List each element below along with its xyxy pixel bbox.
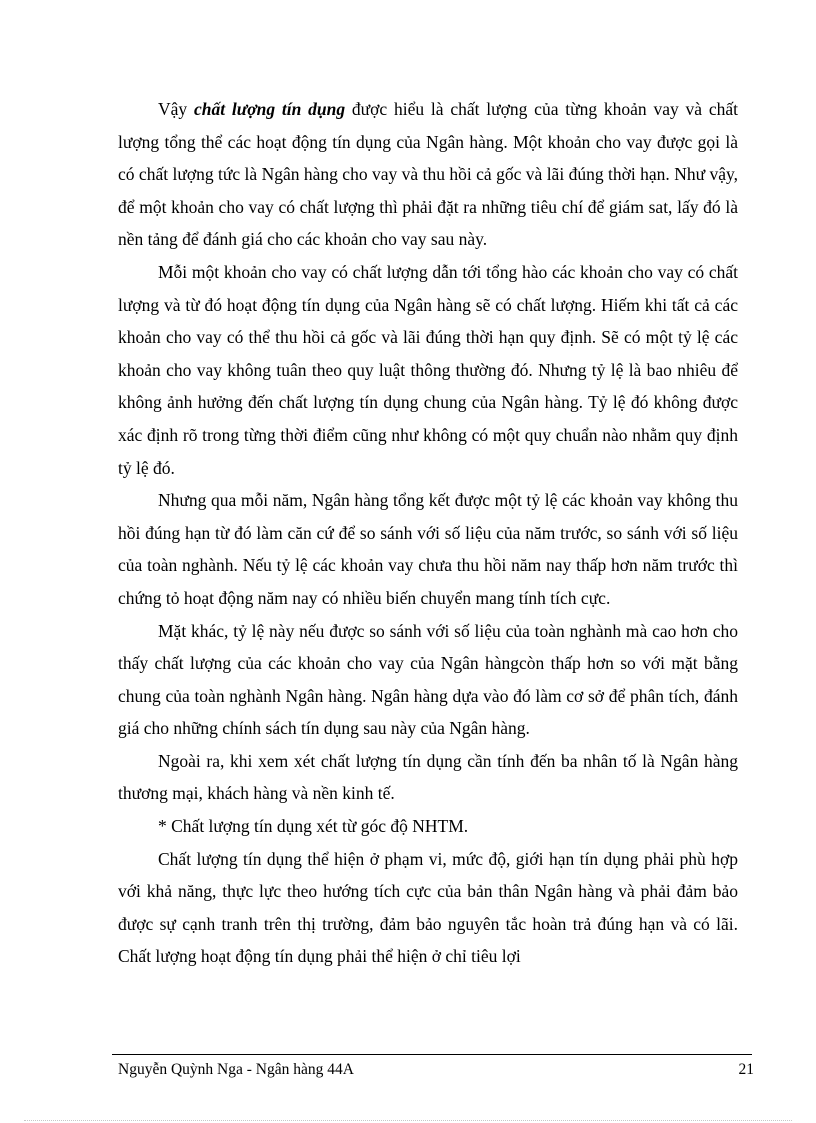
paragraph-1-lead: Vậy: [158, 99, 194, 119]
footer-divider: [112, 1054, 752, 1055]
term-chat-luong-tin-dung: chất lượng tín dụng: [193, 99, 346, 119]
paragraph-1-rest: được hiểu là chất lượng của từng khoản vay và chất lượng tổng thể các hoạt động tín dụng của Ngân hàng. Một khoản cho vay được gọi là có chất lượng tức là Ngân hàng cho vay và thu hồi cả gốc và lãi đúng thời hạn. Như vậy, để một khoản cho vay có chất lượng thì phải đặt ra những tiêu chí để giám sat, lấy đó là nền tảng để đánh giá cho các khoản cho vay sau này.: [118, 99, 739, 250]
paragraph-7: Chất lượng tín dụng thể hiện ở phạm vi, mức độ, giới hạn tín dụng phải phù hợp với khả năng, thực lực theo hướng tích cực của bản thân Ngân hàng và phải đảm bảo được sự cạnh tranh trên thị trường, đảm bảo nguyên tắc hoàn trả đúng hạn và có lãi. Chất lượng hoạt động tín dụng phải thể hiện ở chỉ tiêu lợi: [118, 848, 738, 967]
paragraph-1: [118, 93, 738, 256]
document-body: [118, 93, 738, 973]
page-number: 21: [738, 1061, 754, 1078]
paragraph-5: Ngoài ra, khi xem xét chất lượng tín dụng cần tính đến ba nhân tố là Ngân hàng thương mại, khách hàng và nền kinh tế.: [118, 750, 738, 804]
section-heading-nhtm: * Chất lượng tín dụng xét từ góc độ NHTM.: [158, 816, 469, 837]
paragraph-4: Mặt khác, tỷ lệ này nếu được so sánh với số liệu của toàn nghành mà cao hơn cho thấy chất lượng của các khoản cho vay của Ngân hàngcòn thấp hơn so với mặt bằng chung của toàn nghành Ngân hàng. Ngân hàng dựa vào đó làm cơ sở để phân tích, đánh giá cho những chính sách tín dụng sau này của Ngân hàng.: [118, 620, 738, 739]
page-bottom-edge: [24, 1120, 792, 1121]
paragraph-3: Nhưng qua mỗi năm, Ngân hàng tổng kết được một tỷ lệ các khoản vay không thu hồi đúng hạn từ đó làm căn cứ để so sánh với số liệu của năm trước, so sánh với số liệu của toàn nghành. Nếu tỷ lệ các khoản vay chưa thu hồi năm nay thấp hơn năm trước thì chứng tỏ hoạt động năm nay có nhiều biến chuyển mang tính tích cực.: [118, 490, 738, 608]
footer-author: Nguyễn Quỳnh Nga - Ngân hàng 44A: [118, 1061, 354, 1078]
paragraph-2: Mỗi một khoản cho vay có chất lượng dẫn tới tổng hào các khoản cho vay có chất lượng và từ đó hoạt động tín dụng của Ngân hàng sẽ có chất lượng. Hiếm khi tất cả các khoản cho vay có thể thu hồi cả gốc và lãi đúng thời hạn quy định. Sẽ có một tỷ lệ các khoản cho vay không tuân theo quy luật thông thường đó. Nhưng tỷ lệ là bao nhiêu để không ảnh hưởng đến chất lượng tín dụng chung của Ngân hàng. Tỷ lệ đó không được xác định rõ trong từng thời điểm cũng như không có một quy chuẩn nào nhằm quy định tỷ lệ đó.: [118, 261, 738, 478]
